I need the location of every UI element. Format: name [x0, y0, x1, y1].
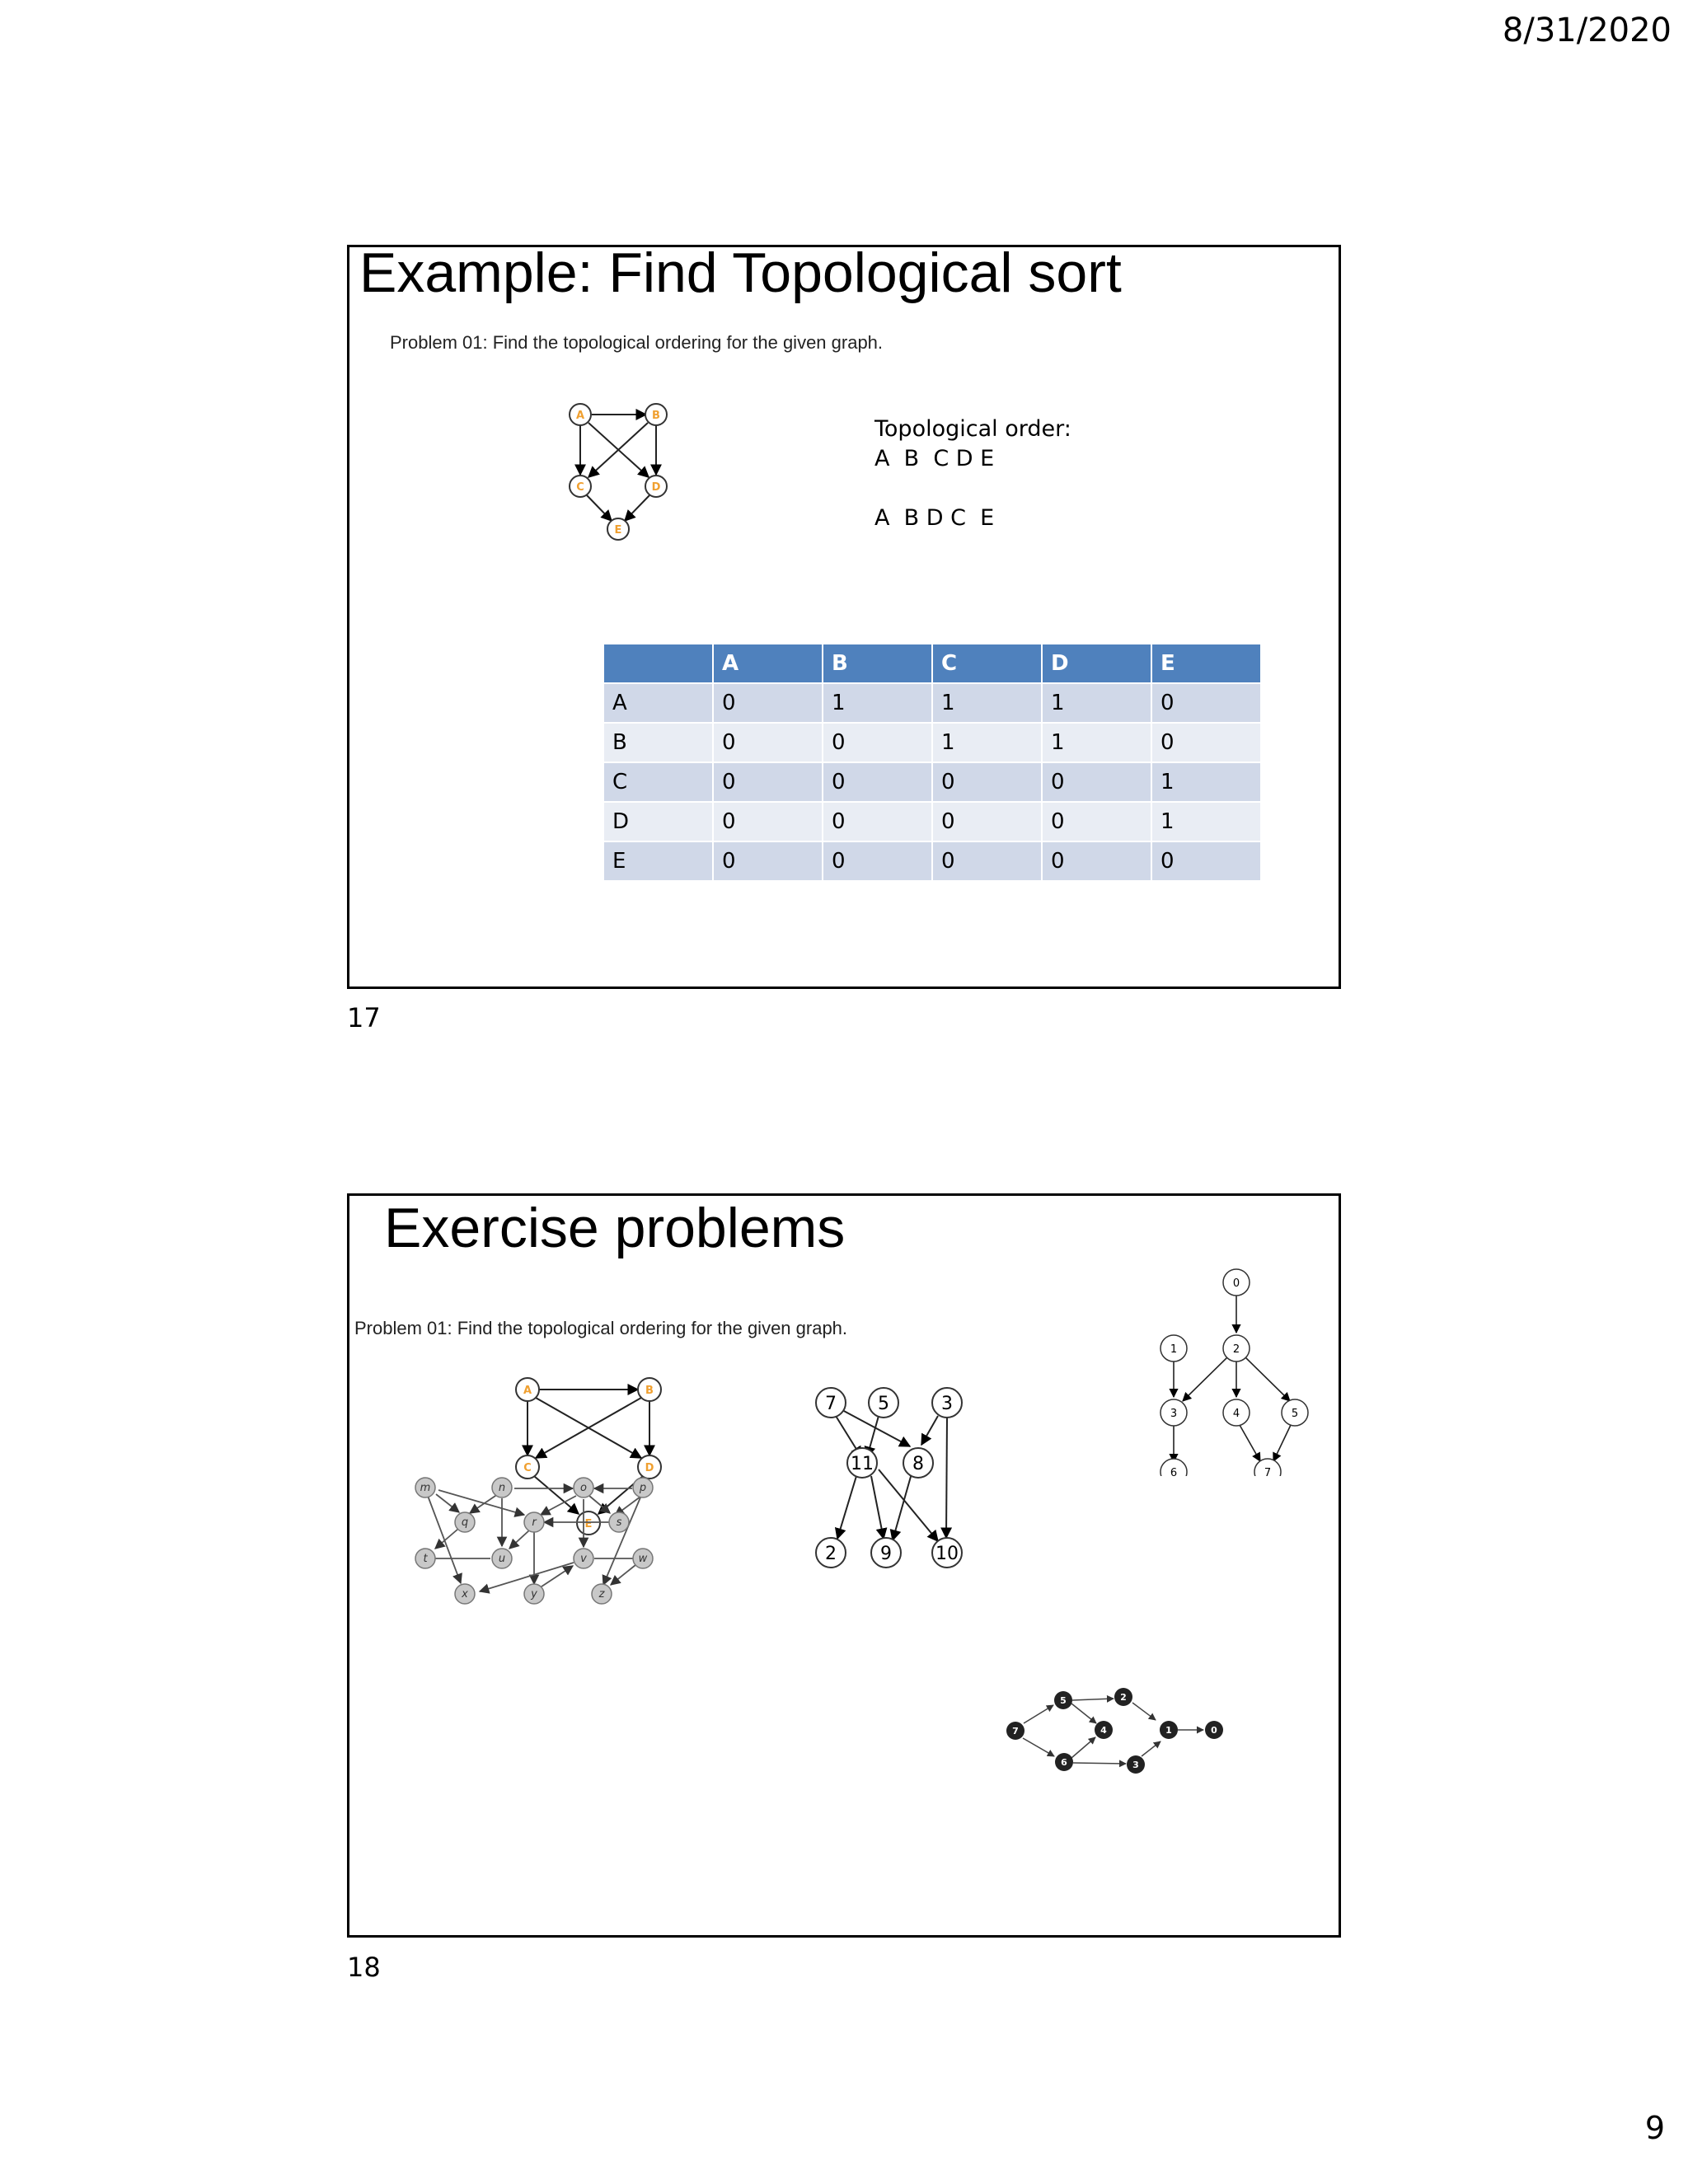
slide-17: [347, 241, 1341, 989]
table-row: [603, 683, 1261, 723]
node-6: [1055, 1753, 1073, 1771]
node-s: [609, 1512, 629, 1532]
node-b: [638, 1378, 661, 1401]
node-w: [633, 1549, 653, 1568]
table-header-cell: B: [823, 644, 932, 683]
svg-text:8: 8: [912, 1454, 924, 1474]
table-cell: 0: [713, 802, 823, 841]
table-cell: E: [603, 841, 713, 881]
table-cell: 0: [1042, 762, 1151, 802]
node-b: [645, 404, 667, 425]
svg-text:5: 5: [878, 1394, 889, 1414]
table-cell: 0: [932, 762, 1042, 802]
graph-edges: [836, 1410, 947, 1541]
svg-text:3: 3: [1132, 1760, 1139, 1770]
slide-number-18: 18: [347, 1952, 381, 1983]
node-p: [633, 1478, 653, 1497]
table-cell: 0: [1042, 802, 1151, 841]
svg-text:4: 4: [1232, 1408, 1240, 1420]
node-5: [1282, 1399, 1308, 1426]
tree-graph: [1153, 1262, 1310, 1476]
node-e: [607, 518, 629, 540]
page-number: 9: [1644, 2110, 1665, 2146]
svg-text:5: 5: [1060, 1695, 1067, 1706]
node-x: [455, 1584, 475, 1604]
table-cell: D: [603, 802, 713, 841]
adjacency-matrix: [603, 643, 1262, 882]
node-3: [1127, 1755, 1145, 1774]
node-m: [415, 1478, 435, 1497]
svg-text:5: 5: [1291, 1408, 1299, 1420]
svg-text:3: 3: [1170, 1408, 1178, 1420]
problem-statement: Problem 01: Find the topological ordering for the given graph.: [390, 332, 884, 353]
table-row: [603, 802, 1261, 841]
table-header-cell: E: [1151, 644, 1261, 683]
node-3: [1160, 1399, 1187, 1426]
svg-text:w: w: [638, 1553, 648, 1565]
letters-graph: [382, 1476, 770, 1666]
topo-heading: Topological order:: [874, 416, 1071, 442]
node-8: [903, 1448, 933, 1478]
svg-text:r: r: [532, 1516, 537, 1529]
node-1: [1160, 1721, 1178, 1739]
table-cell: 0: [713, 841, 823, 881]
table-header-cell: C: [932, 644, 1042, 683]
svg-text:u: u: [498, 1553, 506, 1565]
node-7: [816, 1388, 846, 1418]
table-cell: 0: [1151, 683, 1261, 723]
node-2: [816, 1538, 846, 1568]
svg-text:4: 4: [1100, 1725, 1107, 1736]
node-7: [1254, 1459, 1281, 1476]
node-y: [524, 1584, 544, 1604]
table-cell: A: [603, 683, 713, 723]
slide-18: [347, 1193, 1341, 1938]
table-cell: 1: [823, 683, 932, 723]
node-o: [574, 1478, 593, 1497]
node-5: [869, 1388, 898, 1418]
svg-text:p: p: [639, 1482, 647, 1494]
svg-text:t: t: [423, 1553, 428, 1565]
table-cell: 0: [823, 802, 932, 841]
node-6: [1160, 1459, 1187, 1476]
node-z: [592, 1584, 612, 1604]
svg-text:C: C: [523, 1462, 532, 1474]
table-cell: B: [603, 723, 713, 762]
node-7: [1006, 1722, 1025, 1740]
node-r: [524, 1512, 544, 1532]
node-a: [516, 1378, 539, 1401]
table-cell: 0: [932, 841, 1042, 881]
svg-text:11: 11: [851, 1454, 874, 1474]
table-cell: 1: [1042, 723, 1151, 762]
svg-text:C: C: [576, 481, 584, 494]
node-0: [1223, 1269, 1250, 1296]
svg-text:v: v: [580, 1553, 587, 1565]
node-c: [570, 476, 591, 497]
svg-text:7: 7: [825, 1394, 837, 1414]
abcde-graph: [531, 396, 720, 610]
dark-nodes-graph: [992, 1682, 1306, 1789]
svg-text:A: A: [523, 1385, 532, 1397]
slide-number-17: 17: [347, 1002, 381, 1033]
svg-text:n: n: [498, 1482, 506, 1494]
graph-edges: [1174, 1296, 1291, 1462]
svg-text:q: q: [461, 1516, 469, 1529]
table-cell: 1: [932, 683, 1042, 723]
svg-text:y: y: [531, 1588, 537, 1601]
table-header-cell: [603, 644, 713, 683]
table-header-cell: A: [713, 644, 823, 683]
node-2: [1223, 1335, 1250, 1361]
page-date: 8/31/2020: [1502, 12, 1672, 49]
svg-text:s: s: [616, 1516, 622, 1529]
slide-title: Exercise problems: [384, 1197, 846, 1259]
topo-order-1: A B C D E: [874, 446, 995, 471]
svg-text:D: D: [651, 481, 661, 494]
table-cell: 0: [713, 723, 823, 762]
problem-statement: Problem 01: Find the topological ordering for the given graph.: [354, 1318, 848, 1338]
table-cell: 1: [1042, 683, 1151, 723]
node-10: [932, 1538, 962, 1568]
topo-order-2: A B D C E: [874, 505, 995, 531]
svg-text:0: 0: [1232, 1277, 1240, 1290]
table-row: [603, 841, 1261, 881]
numbers-graph: [811, 1377, 1025, 1575]
svg-text:2: 2: [1120, 1692, 1127, 1703]
node-0: [1205, 1721, 1223, 1739]
svg-text:E: E: [584, 1518, 593, 1530]
svg-text:2: 2: [1232, 1343, 1240, 1356]
table-cell: 1: [1151, 802, 1261, 841]
svg-text:E: E: [614, 524, 622, 537]
svg-text:2: 2: [825, 1544, 837, 1564]
slide-title: Example: Find Topological sort: [359, 241, 1122, 304]
node-q: [455, 1512, 475, 1532]
table-cell: 0: [823, 723, 932, 762]
table-cell: 0: [1151, 841, 1261, 881]
svg-text:6: 6: [1170, 1467, 1178, 1476]
table-row: [603, 723, 1261, 762]
table-cell: 0: [1042, 841, 1151, 881]
node-u: [492, 1549, 512, 1568]
table-cell: 0: [823, 762, 932, 802]
svg-text:x: x: [462, 1588, 468, 1601]
svg-text:m: m: [420, 1482, 431, 1494]
node-5: [1054, 1691, 1072, 1709]
table-header-cell: D: [1042, 644, 1151, 683]
svg-text:A: A: [575, 410, 585, 422]
svg-text:o: o: [580, 1482, 587, 1494]
svg-text:B: B: [645, 1385, 654, 1397]
node-v: [574, 1549, 593, 1568]
svg-text:1: 1: [1165, 1725, 1172, 1736]
svg-text:z: z: [598, 1588, 605, 1601]
node-1: [1160, 1335, 1187, 1361]
svg-text:D: D: [645, 1462, 654, 1474]
topological-order-note: [874, 415, 1071, 533]
svg-text:1: 1: [1170, 1343, 1178, 1356]
node-2: [1114, 1688, 1132, 1706]
node-c: [516, 1455, 539, 1479]
table-cell: 0: [932, 802, 1042, 841]
svg-text:3: 3: [941, 1394, 953, 1414]
node-9: [871, 1538, 901, 1568]
svg-text:7: 7: [1264, 1467, 1272, 1476]
node-11: [847, 1448, 877, 1478]
svg-text:0: 0: [1211, 1725, 1217, 1736]
node-a: [570, 404, 591, 425]
svg-text:6: 6: [1061, 1757, 1067, 1768]
table-row: [603, 762, 1261, 802]
node-d: [638, 1455, 661, 1479]
node-n: [492, 1478, 512, 1497]
table-cell: 1: [932, 723, 1042, 762]
node-4: [1095, 1721, 1113, 1739]
node-3: [932, 1388, 962, 1418]
svg-text:10: 10: [935, 1544, 959, 1564]
table-cell: 1: [1151, 762, 1261, 802]
table-cell: 0: [1151, 723, 1261, 762]
graph-edges: [580, 415, 656, 521]
node-d: [645, 476, 667, 497]
graph-edges: [428, 1488, 640, 1591]
node-4: [1223, 1399, 1250, 1426]
node-t: [415, 1549, 435, 1568]
table-cell: C: [603, 762, 713, 802]
table-cell: 0: [823, 841, 932, 881]
table-header-row: [603, 644, 1261, 683]
table-cell: 0: [713, 683, 823, 723]
svg-text:9: 9: [880, 1544, 892, 1564]
svg-text:B: B: [652, 410, 660, 422]
table-cell: 0: [713, 762, 823, 802]
svg-text:7: 7: [1012, 1726, 1019, 1736]
